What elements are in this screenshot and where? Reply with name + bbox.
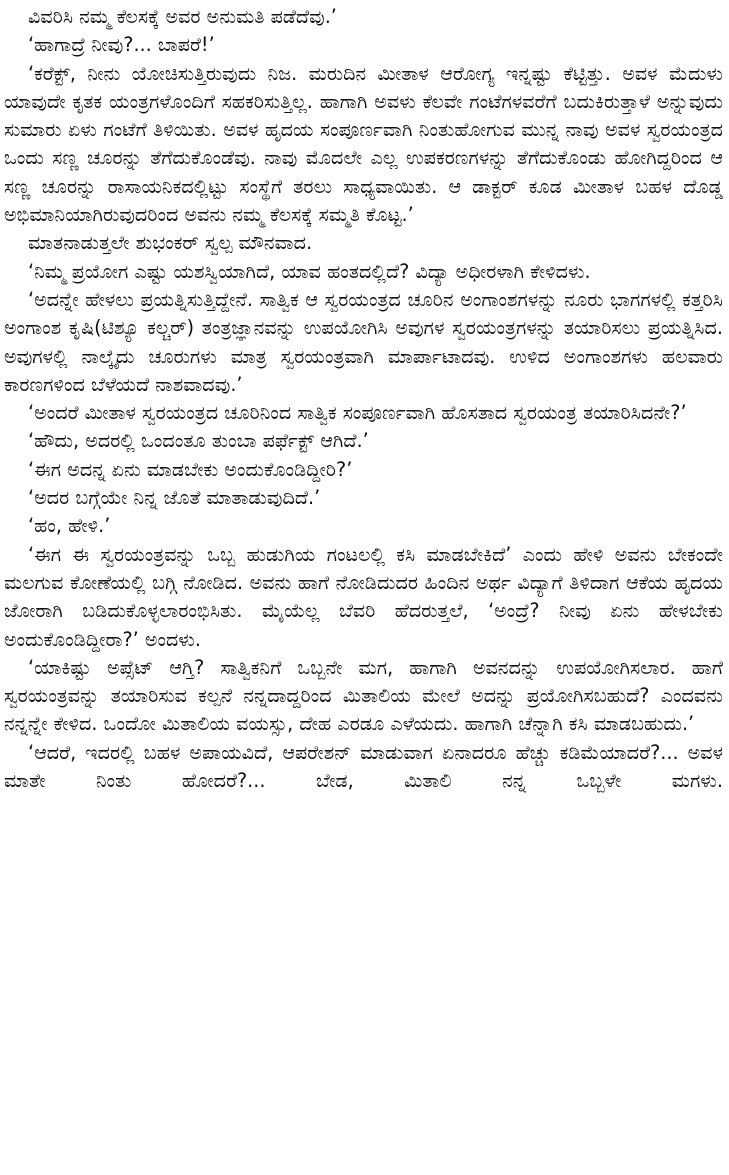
paragraph: ‘ಅಂದರೆ ಮೀತಾಳ ಸ್ವರಯಂತ್ರದ ಚೂರಿನಿಂದ ಸಾತ್ವಿಕ ಸಂಪೂರ್ಣವಾಗಿ ಹೊಸತಾದ ಸ್ವರಯಂತ್ರ ತಯಾರಿಸಿದನೇ?’ bbox=[28, 401, 687, 425]
paragraph: ‘ಹಂ, ಹೇಳಿ.’ bbox=[28, 514, 111, 538]
paragraph: ‘ಹೌದು, ಅದರಲ್ಲಿ ಒಂದಂತೂ ತುಂಬಾ ಪರ್ಫೆಕ್ಟ್ ಆಗಿದೆ.’ bbox=[28, 429, 369, 453]
paragraph: ‘ಅದರ ಬಗ್ಗೆಯೇ ನಿನ್ನ ಜೊತೆ ಮಾತಾಡುವುದಿದೆ.’ bbox=[28, 486, 321, 510]
paragraph: ‘ನಿಮ್ಮ ಪ್ರಯೋಗ ಎಷ್ಟು ಯಶಸ್ವಿಯಾಗಿದೆ, ಯಾವ ಹಂತದಲ್ಲಿದೆ? ವಿದ್ಯಾ ಅಧೀರಳಾಗಿ ಕೇಳಿದಳು. bbox=[28, 259, 591, 283]
paragraph: ‘ಅದನ್ನೇ ಹೇಳಲು ಪ್ರಯತ್ನಿಸುತ್ತಿದ್ದೇನೆ. ಸಾತ್ವಿಕ ಆ ಸ್ವರಯಂತ್ರದ ಚೂರಿನ ಅಂಗಾಂಶಗಳನ್ನು ನೂರು ಭಾಗಗಳಲ್ಲಿ ಕತ್ತರಿಸಿ ಅಂಗಾಂಶ ಕೃಷಿ(ಟಿಶ್ಯೂ ಕಲ್ಚರ್) ತಂತ್ರಜ್ಞಾನವನ್ನು ಉಪಯೋಗಿಸಿ ಅವುಗಳ ಸ್ವರಯಂತ್ರಗಳನ್ನು ತಯಾರಿಸಲು ಪ್ರಯತ್ನಿಸಿದ. ಅವುಗಳಲ್ಲಿ ನಾಲ್ಕೈದು ಚೂರುಗಳು ಮಾತ್ರ ಸ್ವರಯಂತ್ರವಾಗಿ ಮಾರ್ಪಾಟಾದವು. ಉಳಿದ ಅಂಗಾಂಶಗಳು ಹಲವಾರು ಕಾರಣಗಳಿಂದ ಬೆಳೆಯದೆ ನಾಶವಾದವು.’ bbox=[4, 287, 723, 396]
paragraph: ಮಾತನಾಡುತ್ತಲೇ ಶುಭಂಕರ್ ಸ್ವಲ್ಪ ಮೌನವಾದ. bbox=[28, 231, 313, 255]
paragraph: ‘ಈಗ ಈ ಸ್ವರಯಂತ್ರವನ್ನು ಒಬ್ಬ ಹುಡುಗಿಯ ಗಂಟಲಲ್ಲಿ ಕಸಿ ಮಾಡಬೇಕಿದೆ’ ಎಂದು ಹೇಳಿ ಅವನು ಬೇಕಂದೇ ಮಲಗುವ ಕೋಣೆಯಲ್ಲಿ ಬಗ್ಗಿ ನೋಡಿದ. ಅವನು ಹಾಗೆ ನೋಡಿದುದರ ಹಿಂದಿನ ಅರ್ಥ ವಿದ್ಯಾಗೆ ತಿಳಿದಾಗ ಆಕೆಯ ಹೃದಯ ಜೋರಾಗಿ ಬಡಿದುಕೊಳ್ಳಲಾರಂಭಿಸಿತು. ಮೈಯೆಲ್ಲ ಬೆವರಿ ಹೆದರುತ್ತಲೆ, ‘ಅಂದ್ರೆ? ನೀವು ಏನು ಹೇಳಬೇಕು ಅಂದುಕೊಂಡಿದ್ದೀರಾ?’ ಅಂದಳು. bbox=[4, 542, 723, 651]
paragraph: ‘ಈಗ ಅದನ್ನ ಏನು ಮಾಡಬೇಕು ಅಂದುಕೊಂಡಿದ್ದೀರಿ?’ bbox=[28, 457, 353, 481]
paragraph: ‘ಕರೆಕ್ಟ್, ನೀನು ಯೋಚಿಸುತ್ತಿರುವುದು ನಿಜ. ಮರುದಿನ ಮೀತಾಳ ಆರೋಗ್ಯ ಇನ್ನಷ್ಟು ಕೆಟ್ಟಿತ್ತು. ಅವಳ ಮೆದುಳು ಯಾವುದೇ ಕೃತಕ ಯಂತ್ರಗಳೊಂದಿಗೆ ಸಹಕರಿಸುತ್ತಿಲ್ಲ. ಹಾಗಾಗಿ ಅವಳು ಕೆಲವೇ ಗಂಟೆಗಳವರೆಗೆ ಬದುಕಿರುತ್ತಾಳೆ ಅನ್ನುವುದು ಸುಮಾರು ಏಳು ಗಂಟೆಗೆ ತಿಳಿಯಿತು. ಅವಳ ಹೃದಯ ಸಂಪೂರ್ಣವಾಗಿ ನಿಂತುಹೋಗುವ ಮುನ್ನ ನಾವು ಅವಳ ಸ್ವರಯಂತ್ರದ ಒಂದು ಸಣ್ಣ ಚೂರನ್ನು ತೆಗೆದುಕೊಂಡೆವು. ನಾವು ಮೊದಲೇ ಎಲ್ಲ ಉಪಕರಣಗಳನ್ನು ತೆಗೆದುಕೊಂಡು ಹೋಗಿದ್ದರಿಂದ ಆ ಸಣ್ಣ ಚೂರನ್ನು ರಾಸಾಯನಿಕದಲ್ಲಿಟ್ಟು ಸಂಸ್ಥೆಗೆ ತರಲು ಸಾಧ್ಯವಾಯಿತು. ಆ ಡಾಕ್ಟರ್ ಕೂಡ ಮೀತಾಳ ಬಹಳ ದೊಡ್ಡ ಅಭಿಮಾನಿಯಾಗಿರುವುದರಿಂದ ಅವನು ನಮ್ಮ ಕೆಲಸಕ್ಕೆ ಸಮ್ಮತಿ ಕೊಟ್ಟ.’ bbox=[4, 61, 723, 227]
paragraph: ‘ಹಾಗಾದ್ರೆ ನೀವು?... ಬಾಪರೆ!’ bbox=[28, 33, 215, 57]
paragraph: ‘ಆದರೆ, ಇದರಲ್ಲಿ ಬಹಳ ಅಪಾಯವಿದೆ, ಆಪರೇಶನ್ ಮಾಡುವಾಗ ಏನಾದರೂ ಹೆಚ್ಚು ಕಡಿಮೆಯಾದರೆ?... ಅವಳ ಮಾತೇ ನಿಂತು ಹೋದರೆ?... ಬೇಡ, ಮಿತಾಲಿ ನನ್ನ ಒಬ್ಬಳೇ ಮಗಳು. bbox=[4, 740, 723, 793]
paragraph: ‘ಯಾಕಿಷ್ಟು ಅಪ್ಸೆಟ್ ಆಗ್ತಿ? ಸಾತ್ವಿಕನಿಗೆ ಒಬ್ಬನೇ ಮಗ, ಹಾಗಾಗಿ ಅವನದನ್ನು ಉಪಯೋಗಿಸಲಾರ. ಹಾಗೆ ಸ್ವರಯಂತ್ರವನ್ನು ತಯಾರಿಸುವ ಕಲ್ಪನೆ ನನ್ನದಾದ್ದರಿಂದ ಮಿತಾಲಿಯ ಮೇಲೆ ಅದನ್ನು ಪ್ರಯೋಗಿಸಬಹುದೆ? ಎಂದವನು ನನ್ನನ್ನೇ ಕೇಳಿದ. ಒಂದೋ ಮಿತಾಲಿಯ ವಯಸ್ಸು, ದೇಹ ಎರಡೂ ಎಳೆಯದು. ಹಾಗಾಗಿ ಚೆನ್ನಾಗಿ ಕಸಿ ಮಾಡಬಹುದು.’ bbox=[4, 655, 723, 736]
paragraph: ವಿವರಿಸಿ ನಮ್ಮ ಕೆಲಸಕ್ಕೆ ಅವರ ಅನುಮತಿ ಪಡೆದೆವು.’ bbox=[28, 5, 337, 28]
